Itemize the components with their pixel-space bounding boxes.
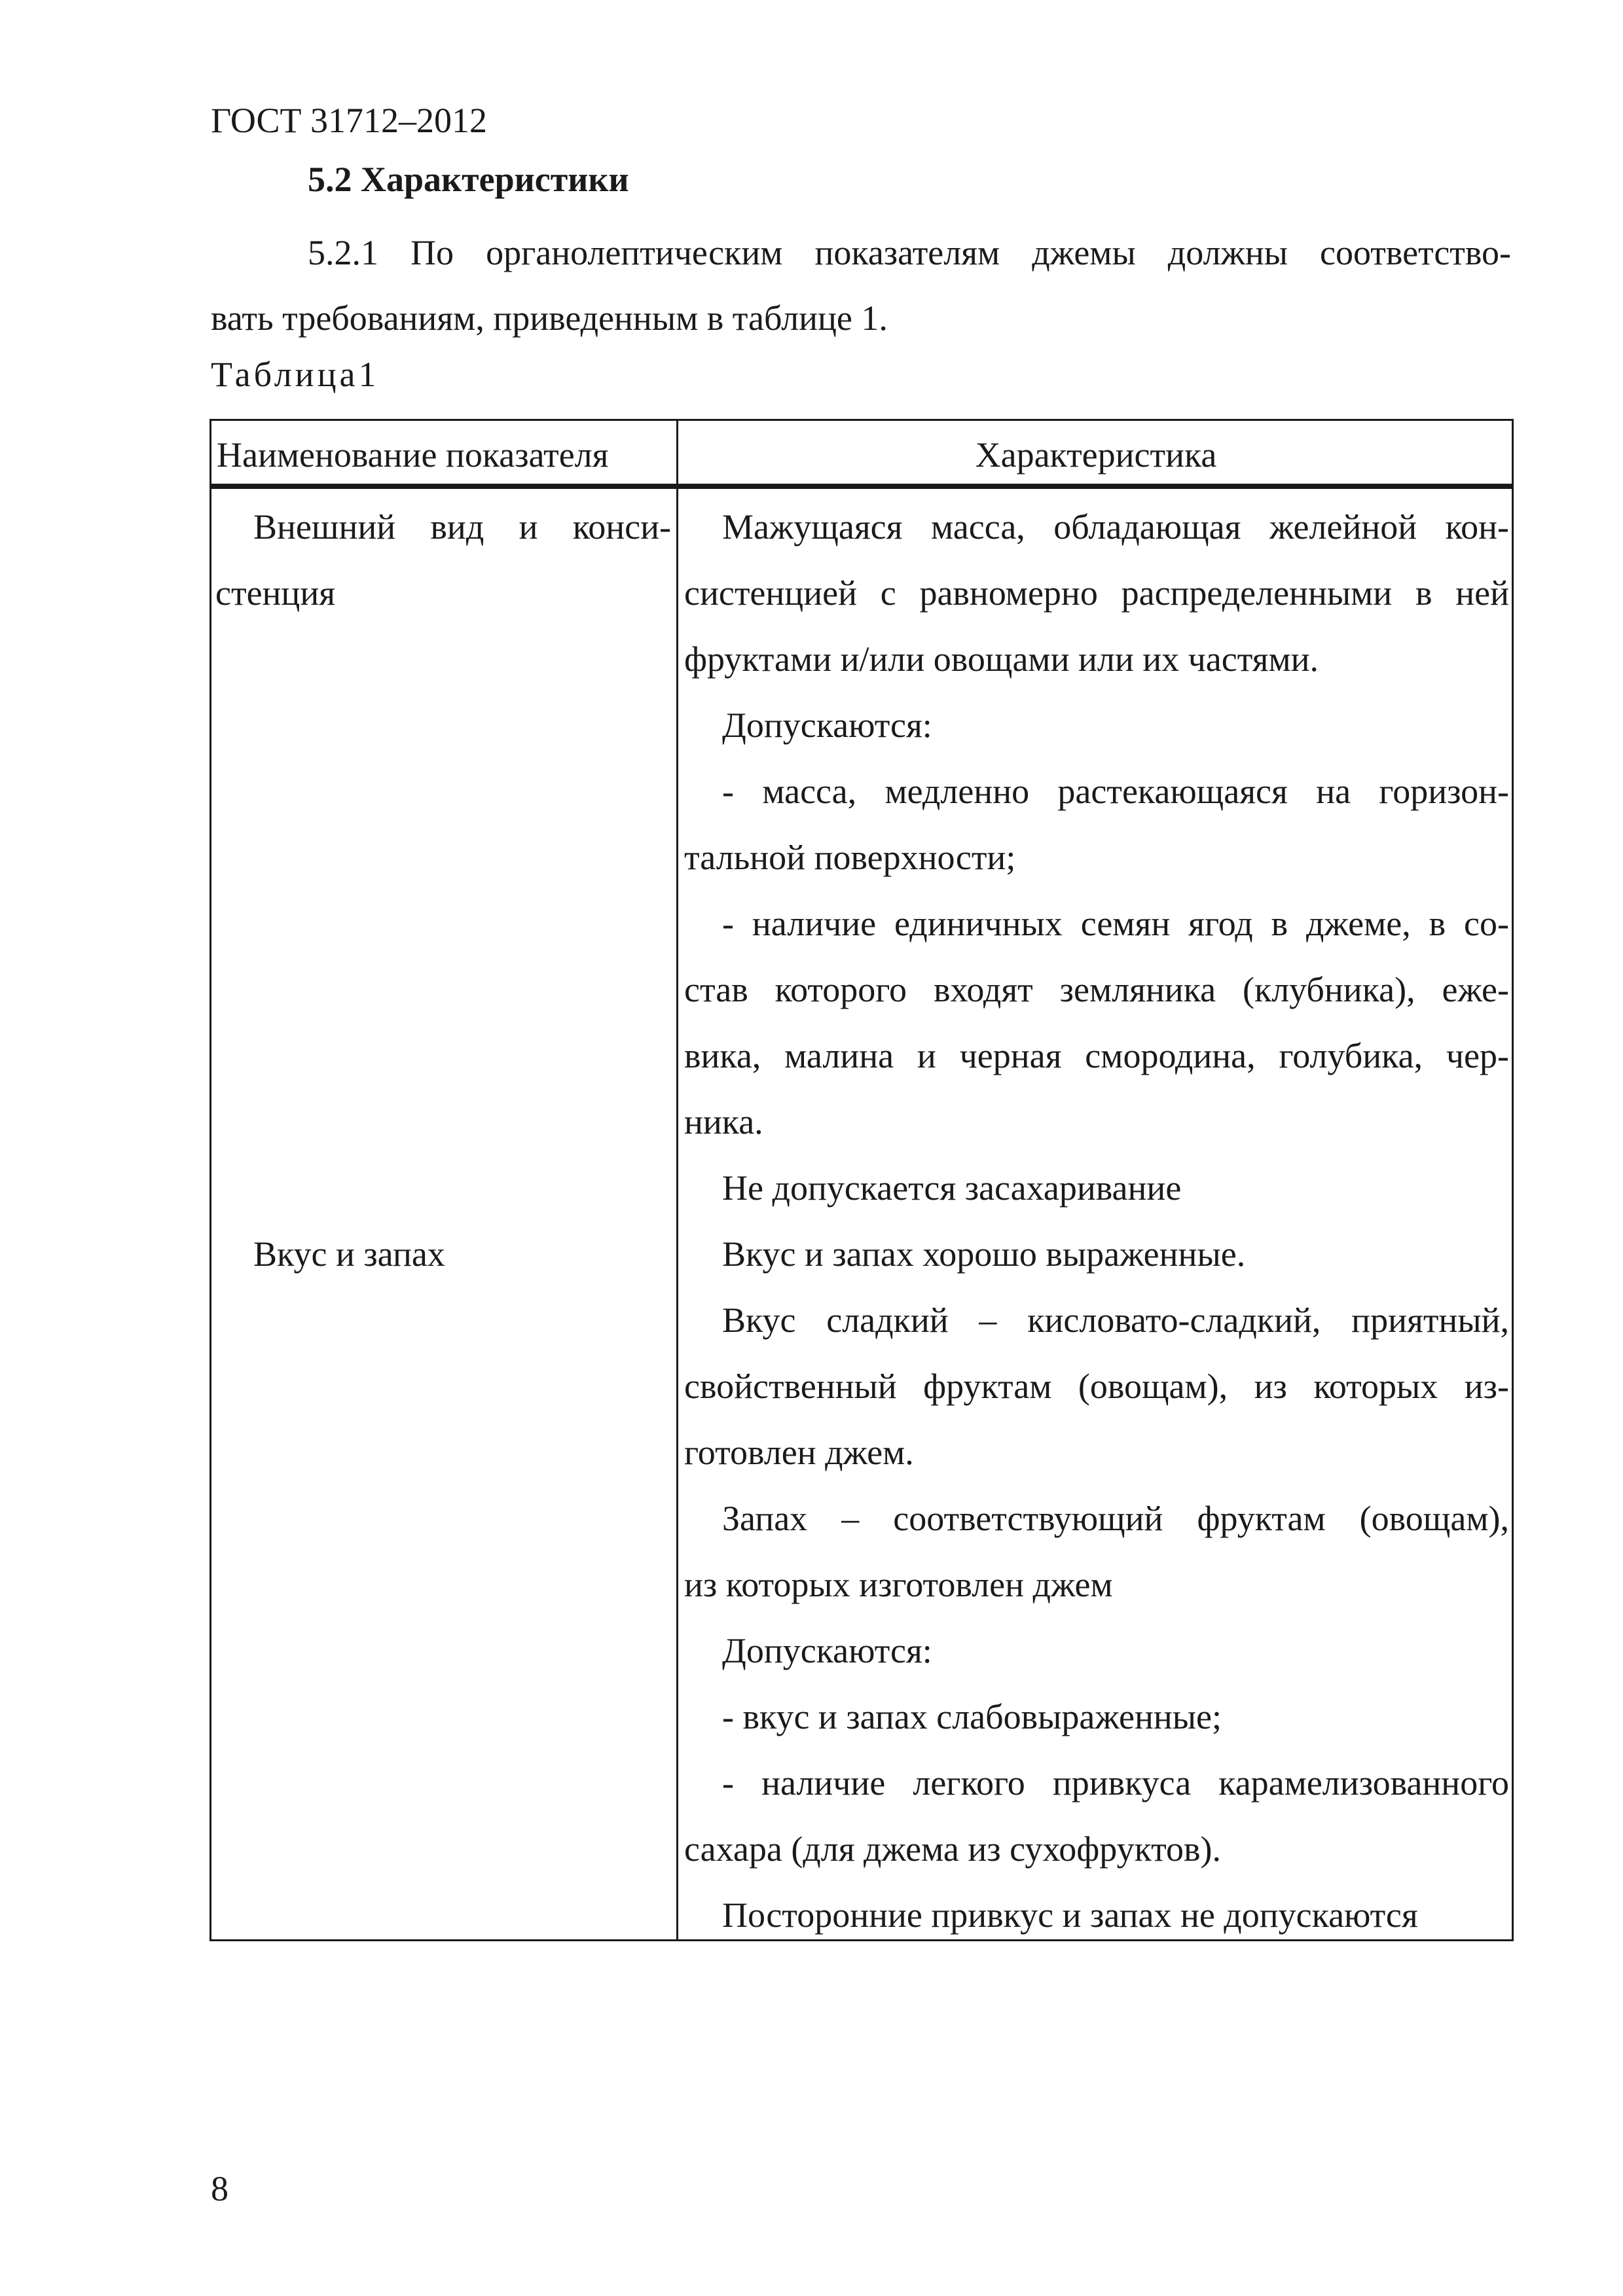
characteristic-line: вика, малина и черная смородина, голубика, чер- <box>684 1036 1509 1075</box>
characteristic-line: систенцией с равномерно распределенными в ней <box>684 573 1509 613</box>
characteristic-line: Мажущаяся масса, обладающая желейной кон- <box>722 507 1509 547</box>
indicator-line <box>215 1023 671 1089</box>
characteristic-line: ника. <box>684 1102 763 1141</box>
indicator-line <box>215 626 671 692</box>
indicator-line <box>215 957 671 1023</box>
characteristic-line: Посторонние привкус и запах не допускаются <box>722 1895 1418 1935</box>
characteristic-line: Допускаются: <box>722 706 932 745</box>
indicator-line <box>215 891 671 957</box>
characteristic-line: из которых изготовлен джем <box>684 1565 1113 1604</box>
indicator-column <box>215 494 671 1287</box>
paragraph-line: вать требованиям, приведенным в таблице 1. <box>211 298 888 338</box>
characteristic-line: Не допускается засахаривание <box>722 1168 1182 1208</box>
indicator-line <box>215 692 671 759</box>
table-header-indicator: Наименование показателя <box>217 435 609 475</box>
table-caption: Таблица1 <box>211 355 380 394</box>
paragraph-line: 5.2.1 По органолептическим показателям джемы должны соответство- <box>308 233 1511 272</box>
characteristic-line: готовлен джем. <box>684 1433 914 1472</box>
document-code: ГОСТ 31712–2012 <box>211 101 488 140</box>
column-divider <box>676 421 678 1939</box>
characteristic-line: - масса, медленно растекающаяся на горизон- <box>722 772 1509 811</box>
characteristic-line: - вкус и запах слабовыраженные; <box>722 1697 1222 1736</box>
characteristic-column <box>684 494 1509 1948</box>
indicator-line <box>215 1155 671 1221</box>
characteristic-line: - наличие единичных семян ягод в джеме, в со- <box>722 904 1509 943</box>
characteristic-line: тальной поверхности; <box>684 838 1016 877</box>
page-number: 8 <box>211 2169 228 2208</box>
characteristic-line: Вкус сладкий – кисловато-сладкий, приятный, <box>722 1300 1509 1340</box>
indicator-line: стенция <box>215 573 336 613</box>
characteristic-line: сахара (для джема из сухофруктов). <box>684 1829 1221 1869</box>
intro-paragraph <box>211 220 1511 351</box>
indicator-line: Внешний вид и конси- <box>253 507 671 547</box>
characteristic-line: Вкус и запах хорошо выраженные. <box>722 1234 1246 1274</box>
indicator-line <box>215 1089 671 1155</box>
characteristic-line: фруктами и/или овощами или их частями. <box>684 639 1319 679</box>
header-rule <box>211 484 1512 489</box>
characteristic-line: став которого входят земляника (клубника), еже- <box>684 970 1509 1009</box>
characteristic-line: - наличие легкого привкуса карамелизованного <box>722 1763 1509 1803</box>
indicator-line: Вкус и запах <box>253 1234 445 1274</box>
characteristic-line: Допускаются: <box>722 1631 932 1670</box>
table-header-characteristic: Характеристика <box>975 435 1217 475</box>
indicator-line <box>215 825 671 891</box>
section-heading: 5.2 Характеристики <box>308 160 629 199</box>
characteristics-table <box>210 419 1514 1941</box>
characteristic-line: свойственный фруктам (овощам), из которых из- <box>684 1367 1509 1406</box>
indicator-line <box>215 759 671 825</box>
characteristic-line: Запах – соответствующий фруктам (овощам), <box>722 1499 1509 1538</box>
